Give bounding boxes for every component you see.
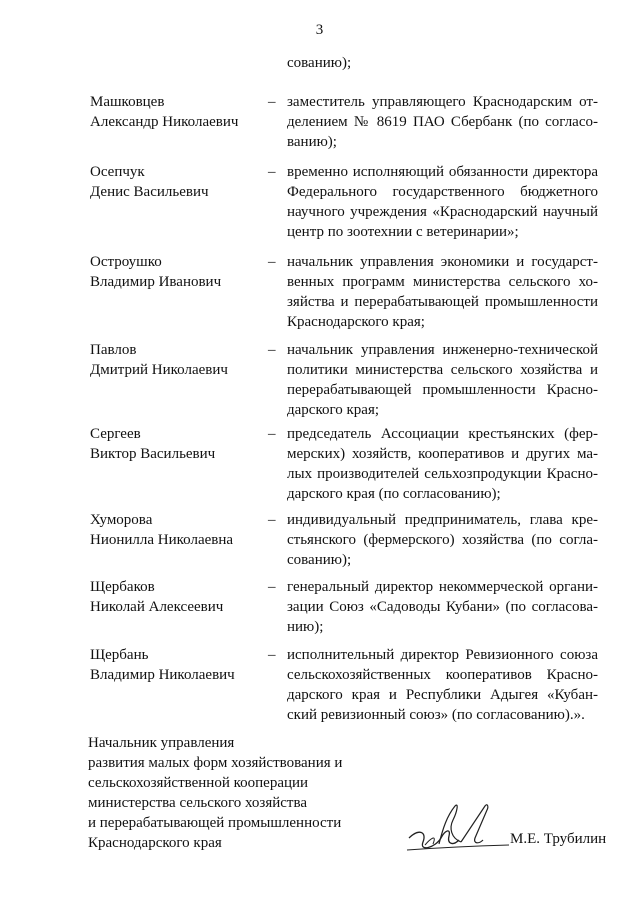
member-name xyxy=(90,510,233,550)
position-line: зации Союз «Садоводы Кубани» (по согласова- xyxy=(287,599,598,615)
position-line: мерских) хозяйств, кооперативов и других ма- xyxy=(287,446,598,462)
member-position xyxy=(287,577,598,637)
member-surname: Щербань xyxy=(90,647,149,663)
position-line: центр по зоотехнии с ветеринарии»; xyxy=(287,224,519,240)
position-line: дарского края; xyxy=(287,402,380,418)
handwritten-signature xyxy=(405,798,520,858)
member-surname: Хуморова xyxy=(90,512,153,528)
member-position xyxy=(287,92,598,152)
position-line: венных программ министерства сельского хо- xyxy=(287,274,598,290)
position-line: заместитель управляющего Краснодарским от- xyxy=(287,94,598,110)
dash-separator: – xyxy=(268,94,276,110)
member-surname: Щербаков xyxy=(90,579,155,595)
position-line: индивидуальный предприниматель, глава кре- xyxy=(287,512,598,528)
continuation-text: сованию); xyxy=(287,55,352,71)
signoff-line: Краснодарского края xyxy=(88,835,222,851)
dash-separator: – xyxy=(268,164,276,180)
position-line: начальник управления экономики и государст- xyxy=(287,254,598,270)
member-given-names: Виктор Васильевич xyxy=(90,446,216,462)
member-surname: Машковцев xyxy=(90,94,165,110)
member-given-names: Дмитрий Николаевич xyxy=(90,362,228,378)
member-position xyxy=(287,645,598,725)
dash-separator: – xyxy=(268,579,276,595)
position-line: политики министерства сельского хозяйства и xyxy=(287,362,598,378)
member-position xyxy=(287,340,598,420)
member-position xyxy=(287,510,598,570)
member-name xyxy=(90,340,228,380)
member-given-names: Николай Алексеевич xyxy=(90,599,224,615)
position-line: стьянского (фермерского) хозяйства (по согла- xyxy=(287,532,598,548)
member-surname: Павлов xyxy=(90,342,137,358)
position-line: председатель Ассоциации крестьянских (фер- xyxy=(287,426,598,442)
dash-separator: – xyxy=(268,512,276,528)
member-surname: Сергеев xyxy=(90,426,141,442)
position-line: Федерального государственного бюджетного xyxy=(287,184,598,200)
position-line: сельскохозяйственных кооперативов Красно- xyxy=(287,667,598,683)
signoff-line: и перерабатывающей промышленности xyxy=(88,815,342,831)
position-line: перерабатывающей промышленности Красно- xyxy=(287,382,598,398)
dash-separator: – xyxy=(268,342,276,358)
member-position xyxy=(287,424,598,504)
member-surname: Остроушко xyxy=(90,254,162,270)
position-line: ванию); xyxy=(287,134,337,150)
position-line: ский ревизионный союз» (по согласованию).». xyxy=(287,707,585,723)
signer-name: М.Е. Трубилин xyxy=(510,831,607,847)
member-position xyxy=(287,252,598,332)
position-line: зяйства и перерабатывающей промышленности xyxy=(287,294,598,310)
position-line: исполнительный директор Ревизионного союза xyxy=(287,647,598,663)
member-given-names: Владимир Николаевич xyxy=(90,667,235,683)
member-name xyxy=(90,252,221,292)
position-line: генеральный директор некоммерческой органи- xyxy=(287,579,598,595)
dash-separator: – xyxy=(268,647,276,663)
signoff-line: Начальник управления xyxy=(88,735,235,751)
position-line: дарского края и Республики Адыгея «Кубан- xyxy=(287,687,598,703)
dash-separator: – xyxy=(268,254,276,270)
member-given-names: Денис Васильевич xyxy=(90,184,209,200)
member-given-names: Владимир Иванович xyxy=(90,274,222,290)
position-line: начальник управления инженерно-технической xyxy=(287,342,598,358)
position-line: научного учреждения «Краснодарский научный xyxy=(287,204,598,220)
position-line: нию); xyxy=(287,619,324,635)
signoff-line: сельскохозяйственной кооперации xyxy=(88,775,309,791)
signoff-line: развития малых форм хозяйствования и xyxy=(88,755,343,771)
position-line: Краснодарского края; xyxy=(287,314,425,330)
dash-separator: – xyxy=(268,426,276,442)
member-surname: Осепчук xyxy=(90,164,145,180)
member-name xyxy=(90,424,215,464)
page-number: 3 xyxy=(315,22,324,38)
member-name xyxy=(90,645,235,685)
position-line: дарского края (по согласованию); xyxy=(287,486,501,502)
position-line: сованию); xyxy=(287,552,352,568)
position-line: делением № 8619 ПАО Сбербанк (по согласо- xyxy=(287,114,598,130)
signoff-line: министерства сельского хозяйства xyxy=(88,795,308,811)
member-given-names: Александр Николаевич xyxy=(90,114,239,130)
position-line: временно исполняющий обязанности директора xyxy=(287,164,598,180)
member-given-names: Нионилла Николаевна xyxy=(90,532,234,548)
member-position xyxy=(287,162,598,242)
position-line: лых производителей сельхозпродукции Красно- xyxy=(287,466,598,482)
member-name xyxy=(90,577,223,617)
member-name xyxy=(90,92,238,132)
signoff-title xyxy=(88,733,342,853)
member-name xyxy=(90,162,209,202)
